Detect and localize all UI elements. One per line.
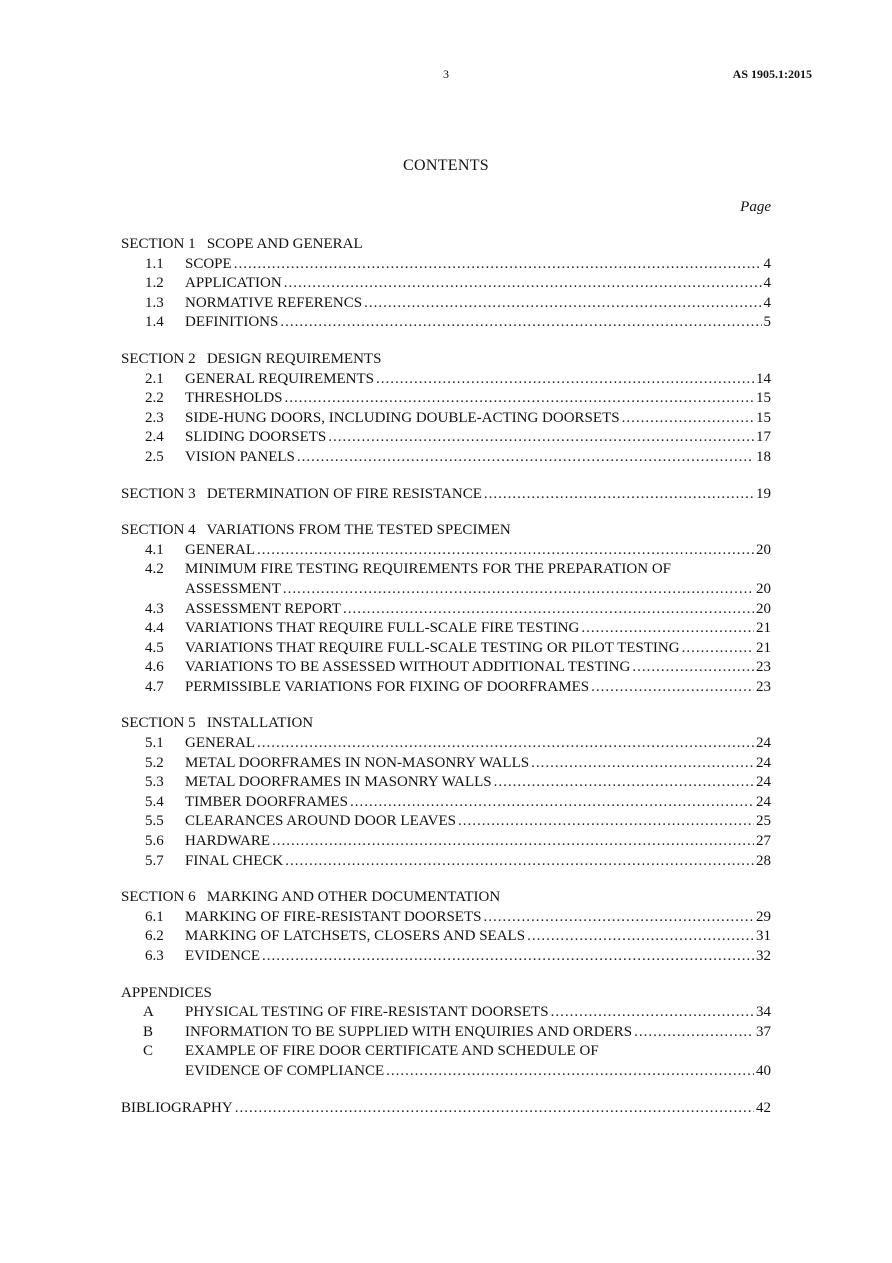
dot-leader [551, 1003, 754, 1023]
dot-leader [527, 927, 754, 947]
toc-entry[interactable] [121, 678, 771, 698]
dot-leader [350, 793, 754, 813]
toc-entry[interactable] [121, 658, 771, 678]
page-ref: 18 [756, 448, 771, 465]
dot-leader [376, 370, 754, 390]
entry-title: SIDE-HUNG DOORS, INCLUDING DOUBLE-ACTING DOORSETS [185, 409, 620, 426]
table-of-contents [121, 235, 771, 1135]
page-ref: 34 [756, 1004, 771, 1021]
entry-title: GENERAL REQUIREMENTS [185, 370, 375, 387]
toc-entry[interactable] [121, 389, 771, 409]
entry-number: 4.5 [145, 639, 164, 656]
page-ref: 15 [756, 409, 771, 426]
entry-number: 1.4 [145, 314, 164, 331]
entry-title: VISION PANELS [185, 448, 295, 465]
page-ref: 20 [756, 600, 771, 617]
section-heading-text: SECTION 3 DETERMINATION OF FIRE RESISTANCE [121, 485, 482, 502]
contents-title: CONTENTS [403, 157, 489, 174]
entry-title: DEFINITIONS [185, 314, 279, 331]
entry-title: HARDWARE [185, 833, 270, 850]
page-ref: 24 [756, 754, 771, 771]
section-heading-text: SECTION 2 DESIGN REQUIREMENTS [121, 350, 382, 367]
page-ref: 14 [756, 370, 771, 387]
dot-leader [494, 773, 754, 793]
dot-leader [682, 639, 754, 659]
toc-entry[interactable] [121, 927, 771, 947]
entry-title: APPLICATION [185, 275, 282, 292]
dot-leader [280, 313, 761, 333]
dot-leader [272, 832, 754, 852]
entry-title: EVIDENCE [185, 948, 260, 964]
dot-leader [531, 754, 754, 774]
dot-leader [262, 947, 754, 967]
page-ref: 42 [756, 1099, 771, 1116]
toc-section [121, 235, 771, 333]
entry-number: A [143, 1004, 154, 1021]
entry-title: METAL DOORFRAMES IN MASONRY WALLS [185, 774, 492, 791]
toc-entry[interactable] [121, 1062, 771, 1082]
entry-title: INFORMATION TO BE SUPPLIED WITH ENQUIRIES AND ORDERS [185, 1023, 633, 1040]
toc-section [121, 1099, 771, 1119]
page-ref: 28 [756, 852, 771, 869]
toc-entry[interactable] [121, 409, 771, 429]
dot-leader [328, 428, 754, 448]
dot-leader [285, 852, 754, 872]
entry-title: MARKING OF FIRE-RESISTANT DOORSETS [185, 908, 482, 925]
entry-title: THRESHOLDS [185, 390, 283, 407]
entry-number: 1.2 [145, 275, 164, 292]
entry-number: 4.3 [145, 600, 164, 617]
toc-entry[interactable] [121, 428, 771, 448]
toc-entry[interactable] [121, 947, 771, 967]
entry-title: PERMISSIBLE VARIATIONS FOR FIXING OF DOORFRAMES [185, 678, 590, 695]
dot-leader [484, 485, 754, 505]
dot-leader [591, 678, 754, 698]
page-ref: 20 [756, 541, 771, 558]
entry-number: 4.4 [145, 620, 164, 637]
entry-title: PHYSICAL TESTING OF FIRE-RESISTANT DOORSETS [185, 1004, 549, 1021]
page-ref: 4 [763, 275, 771, 292]
entry-number: 5.4 [145, 793, 164, 810]
toc-entry[interactable] [121, 639, 771, 659]
dot-leader [284, 274, 762, 294]
entry-number: 5.1 [145, 735, 164, 752]
dot-leader [283, 580, 754, 600]
page-ref: 20 [756, 580, 771, 597]
entry-title: EXAMPLE OF FIRE DOOR CERTIFICATE AND SCHEDULE OF [185, 1043, 599, 1060]
page-ref: 25 [756, 813, 771, 830]
section-heading [121, 984, 771, 1004]
dot-leader [632, 658, 754, 678]
entry-title: GENERAL [185, 541, 255, 558]
page-ref: 23 [756, 659, 771, 676]
entry-title: METAL DOORFRAMES IN NON-MASONRY WALLS [185, 754, 530, 771]
toc-entry[interactable] [121, 812, 771, 832]
toc-section [121, 485, 771, 505]
dot-leader [257, 734, 754, 754]
section-heading-text: SECTION 5 INSTALLATION [121, 715, 314, 732]
section-heading [121, 235, 771, 255]
entry-title: ASSESSMENT [185, 580, 281, 597]
page-column-label: Page [740, 199, 771, 215]
entry-number: 5.3 [145, 774, 164, 791]
entry-number: 2.4 [145, 429, 164, 446]
entry-title: VARIATIONS THAT REQUIRE FULL-SCALE FIRE TESTING [185, 620, 580, 637]
toc-entry[interactable] [121, 313, 771, 333]
entry-number: 5.5 [145, 813, 164, 830]
entry-title: VARIATIONS TO BE ASSESSED WITHOUT ADDITIONAL TESTING [185, 659, 631, 676]
entry-title: NORMATIVE REFERENCS [185, 294, 363, 311]
dot-leader [622, 409, 754, 429]
page-ref: 17 [756, 429, 771, 446]
section-heading [121, 888, 771, 908]
section-heading [121, 350, 771, 370]
entry-number: 6.1 [145, 908, 164, 925]
toc-section [121, 714, 771, 871]
toc-entry[interactable] [121, 370, 771, 390]
page-ref: 15 [756, 390, 771, 407]
page-ref: 24 [756, 793, 771, 810]
page-ref: 40 [756, 1062, 771, 1079]
page-ref: 23 [756, 678, 771, 695]
section-heading-text: SECTION 1 SCOPE AND GENERAL [121, 236, 363, 252]
entry-number: 5.7 [145, 852, 164, 869]
entry-title: TIMBER DOORFRAMES [185, 793, 348, 810]
entry-number: 6.2 [145, 928, 164, 945]
toc-entry[interactable] [121, 734, 771, 754]
page-ref: 21 [756, 620, 771, 637]
toc-section [121, 521, 771, 697]
dot-leader [483, 908, 754, 928]
dot-leader [285, 389, 754, 409]
dot-leader [364, 294, 761, 314]
entry-number: 4.6 [145, 659, 164, 676]
page-number: 3 [443, 67, 449, 81]
toc-entry[interactable] [121, 619, 771, 639]
entry-number: 4.7 [145, 678, 164, 695]
toc-entry[interactable] [121, 793, 771, 813]
entry-number: 2.3 [145, 409, 164, 426]
toc-entry[interactable] [121, 294, 771, 314]
entry-title: FINAL CHECK [185, 852, 284, 869]
page-ref: 24 [756, 735, 771, 752]
section-heading [121, 521, 771, 541]
dot-leader [458, 812, 754, 832]
toc-entry[interactable] [121, 580, 771, 600]
toc-entry[interactable] [121, 773, 771, 793]
toc-entry[interactable] [121, 852, 771, 872]
entry-title: ASSESSMENT REPORT [185, 600, 341, 617]
entry-number: 1.1 [145, 255, 164, 272]
section-heading-text: SECTION 4 VARIATIONS FROM THE TESTED SPECIMEN [121, 522, 511, 539]
entry-number: B [143, 1023, 154, 1040]
entry-title: EVIDENCE OF COMPLIANCE [185, 1062, 385, 1079]
toc-entry [121, 1042, 771, 1062]
entry-title: MARKING OF LATCHSETS, CLOSERS AND SEALS [185, 928, 526, 945]
entry-title: VARIATIONS THAT REQUIRE FULL-SCALE TESTING OR PILOT TESTING [185, 639, 680, 656]
dot-leader [234, 255, 762, 275]
page-ref: 31 [756, 928, 771, 945]
toc-section [121, 888, 771, 966]
entry-number: 4.1 [145, 541, 164, 558]
page-ref: 4 [763, 294, 771, 311]
dot-leader [634, 1023, 754, 1043]
toc-entry[interactable] [121, 274, 771, 294]
page-ref: 4 [763, 255, 771, 272]
page-ref: 5 [763, 314, 771, 331]
page-ref: 27 [756, 833, 771, 850]
toc-entry[interactable] [121, 832, 771, 852]
toc-section [121, 350, 771, 468]
toc-entry[interactable] [121, 600, 771, 620]
entry-number: 2.2 [145, 390, 164, 407]
page-ref: 24 [756, 774, 771, 791]
entry-number: 2.1 [145, 370, 164, 387]
toc-entry[interactable] [121, 1023, 771, 1043]
section-heading-text: APPENDICES [121, 984, 212, 1001]
standard-designation: AS 1905.1:2015 [732, 67, 812, 81]
dot-leader [297, 448, 754, 468]
toc-entry[interactable] [121, 908, 771, 928]
section-heading[interactable] [121, 1099, 771, 1119]
entry-number: 5.2 [145, 754, 164, 771]
section-heading[interactable] [121, 485, 771, 505]
entry-number: 5.6 [145, 833, 164, 850]
section-heading-text: BIBLIOGRAPHY [121, 1099, 233, 1116]
entry-number: C [143, 1043, 154, 1060]
entry-title: GENERAL [185, 735, 255, 752]
dot-leader [343, 600, 754, 620]
toc-entry [121, 560, 771, 580]
page-ref: 29 [756, 908, 771, 925]
page-ref: 32 [756, 948, 771, 964]
page-ref: 21 [756, 639, 771, 656]
entry-title: SLIDING DOORSETS [185, 429, 327, 446]
entry-title: CLEARANCES AROUND DOOR LEAVES [185, 813, 456, 830]
toc-entry[interactable] [121, 255, 771, 275]
entry-number: 4.2 [145, 561, 164, 578]
entry-title: MINIMUM FIRE TESTING REQUIREMENTS FOR THE PREPARATION OF [185, 561, 672, 578]
toc-entry[interactable] [121, 1003, 771, 1023]
entry-title: SCOPE [185, 255, 232, 272]
toc-section [121, 984, 771, 1082]
toc-entry[interactable] [121, 541, 771, 561]
dot-leader [386, 1062, 754, 1082]
section-heading-text: SECTION 6 MARKING AND OTHER DOCUMENTATION [121, 889, 501, 906]
page-ref: 19 [756, 485, 771, 502]
entry-number: 1.3 [145, 294, 164, 311]
toc-entry[interactable] [121, 448, 771, 468]
dot-leader [581, 619, 754, 639]
toc-entry[interactable] [121, 754, 771, 774]
page-ref: 37 [756, 1023, 771, 1040]
dot-leader [257, 541, 754, 561]
section-heading [121, 714, 771, 734]
entry-number: 6.3 [145, 948, 164, 964]
dot-leader [235, 1099, 754, 1119]
entry-number: 2.5 [145, 448, 164, 465]
